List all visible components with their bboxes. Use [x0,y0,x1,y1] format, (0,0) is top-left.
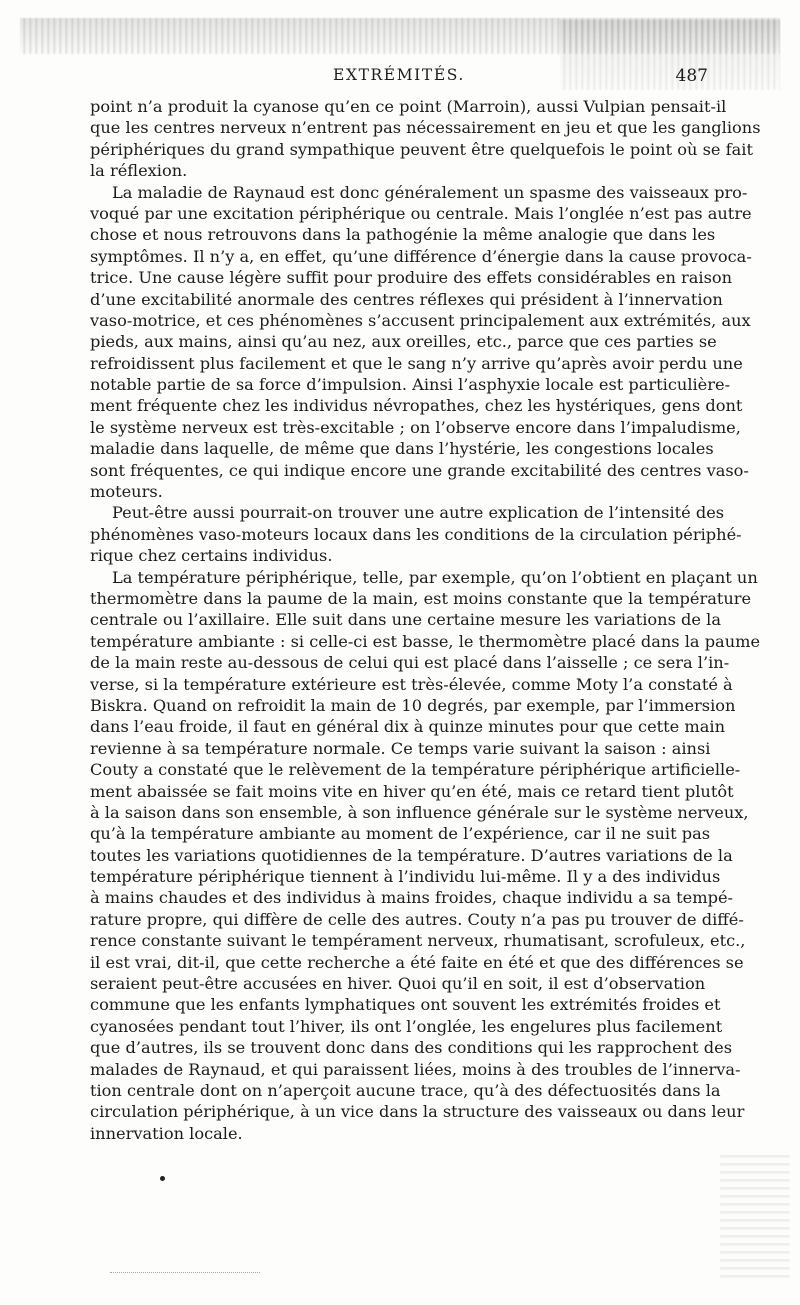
text-line: vaso-motrice, et ces phénomènes s’accusent principalement aux extrémités, aux [90,310,751,330]
text-line: cyanosées pendant tout l’hiver, ils ont l’onglée, les engelures plus facilement [90,1016,723,1036]
text-line: ment fréquente chez les individus névropathes, chez les hystériques, gens dont [90,396,743,416]
paragraph [90,182,752,503]
text-line: Biskra. Quand on refroidit la main de 10 degrés, par exemple, par l’immersion [90,695,736,715]
page-header [90,66,708,92]
text-line: maladie dans laquelle, de même que dans l’hystérie, les congestions locales [90,439,714,459]
text-line: d’une excitabilité anormale des centres réflexes qui président à l’innervation [90,289,723,309]
text-line: thermomètre dans la paume de la main, est moins constante que la température [90,588,752,608]
text-line: chose et nous retrouvons dans la pathogénie la même analogie que dans les [90,225,716,245]
text-line: verse, si la température extérieure est très-élevée, comme Moty l’a constaté à [90,674,733,694]
text-line: rence constante suivant le tempérament nerveux, rhumatisant, scrofuleux, etc., [90,931,746,951]
text-line: la réflexion. [90,161,188,181]
text-line: notable partie de sa force d’impulsion. Ainsi l’asphyxie locale est particulière- [90,375,731,395]
text-line: périphériques du grand sympathique peuvent être quelquefois le point où se fait [90,139,753,159]
stray-ink-dot [160,1176,165,1181]
paragraph [90,96,761,182]
body-text [90,96,761,1144]
text-line: centrale ou l’axillaire. Elle suit dans une certaine mesure les variations de la [90,610,721,630]
text-line: température périphérique tiennent à l’individu lui-même. Il y a des individus [90,867,721,887]
text-line: que les centres nerveux n’entrent pas nécessairement en jeu et que les ganglions [90,118,761,138]
scan-artifact-dotted-line [110,1272,260,1274]
text-line: moteurs. [90,482,163,502]
text-line: La maladie de Raynaud est donc généralement un spasme des vaisseaux pro- [112,182,748,202]
text-line: toutes les variations quotidiennes de la température. D’autres variations de la [90,845,733,865]
text-line: ment abaissée se fait moins vite en hiver qu’en été, mais ce retard tient plutôt [90,781,734,801]
paragraph [90,502,742,566]
text-line: malades de Raynaud, et qui paraissent liées, moins à des troubles de l’innerva- [90,1059,741,1079]
text-line: il est vrai, dit-il, que cette recherche a été faite en été et que des différences se [90,952,744,972]
text-line: que d’autres, ils se trouvent donc dans des conditions qui les rapprochent des [90,1038,732,1058]
text-line: La température périphérique, telle, par exemple, qu’on l’obtient en plaçant un [112,567,758,587]
text-line: revienne à sa température normale. Ce temps varie suivant la saison : ainsi [90,738,711,758]
text-line: refroidissent plus facilement et que le sang n’y arrive qu’après avoir perdu une [90,353,743,373]
text-line: de la main reste au-dessous de celui qui est placé dans l’aisselle ; ce sera l’in- [90,653,730,673]
page-number: 487 [675,66,708,86]
text-line: point n’a produit la cyanose qu’en ce point (Marroin), aussi Vulpian pensait-il [90,97,727,116]
text-line: circulation périphérique, à un vice dans la structure des vaisseaux ou dans leur [90,1102,745,1122]
text-line: le système nerveux est très-excitable ; on l’observe encore dans l’impaludisme, [90,417,741,437]
scan-artifact-bottom-right [720,1150,790,1280]
text-line: voqué par une excitation périphérique ou centrale. Mais l’onglée n’est pas autre [90,203,752,223]
text-line: rique chez certains individus. [90,546,333,566]
text-line: à la saison dans son ensemble, à son influence générale sur le système nerveux, [90,802,749,822]
text-line: à mains chaudes et des individus à mains froides, chaque individu a sa tempé- [90,888,733,908]
text-line: Peut-être aussi pourrait-on trouver une autre explication de l’intensité des [112,503,725,523]
text-line: commune que les enfants lymphatiques ont souvent les extrémités froides et [90,995,721,1015]
text-line: symptômes. Il n’y a, en effet, qu’une différence d’énergie dans la cause provoca- [90,246,752,266]
running-title: EXTRÉMITÉS. [333,66,465,84]
text-line: trice. Une cause légère suffit pour produire des effets considérables en raison [90,268,733,288]
text-line: innervation locale. [90,1123,243,1143]
text-line: sont fréquentes, ce qui indique encore une grande excitabilité des centres vaso- [90,460,749,480]
text-line: seraient peut-être accusées en hiver. Quoi qu’il en soit, il est d’observation [90,974,706,994]
text-line: pieds, aux mains, ainsi qu’au nez, aux oreilles, etc., parce que ces parties se [90,332,717,352]
paragraph [90,567,761,1145]
text-line: température ambiante : si celle-ci est basse, le thermomètre placé dans la paume [90,631,761,651]
text-line: qu’à la température ambiante au moment de l’expérience, car il ne suit pas [90,824,711,844]
text-line: rature propre, qui diffère de celle des autres. Couty n’a pas pu trouver de diffé- [90,909,744,929]
text-line: dans l’eau froide, il faut en général dix à quinze minutes pour que cette main [90,717,726,737]
text-line: tion centrale dont on n’aperçoit aucune trace, qu’à des défectuosités dans la [90,1080,721,1100]
text-line: phénomènes vaso-moteurs locaux dans les conditions de la circulation périphé- [90,524,742,544]
text-line: Couty a constaté que le relèvement de la température périphérique artificielle- [90,760,741,780]
